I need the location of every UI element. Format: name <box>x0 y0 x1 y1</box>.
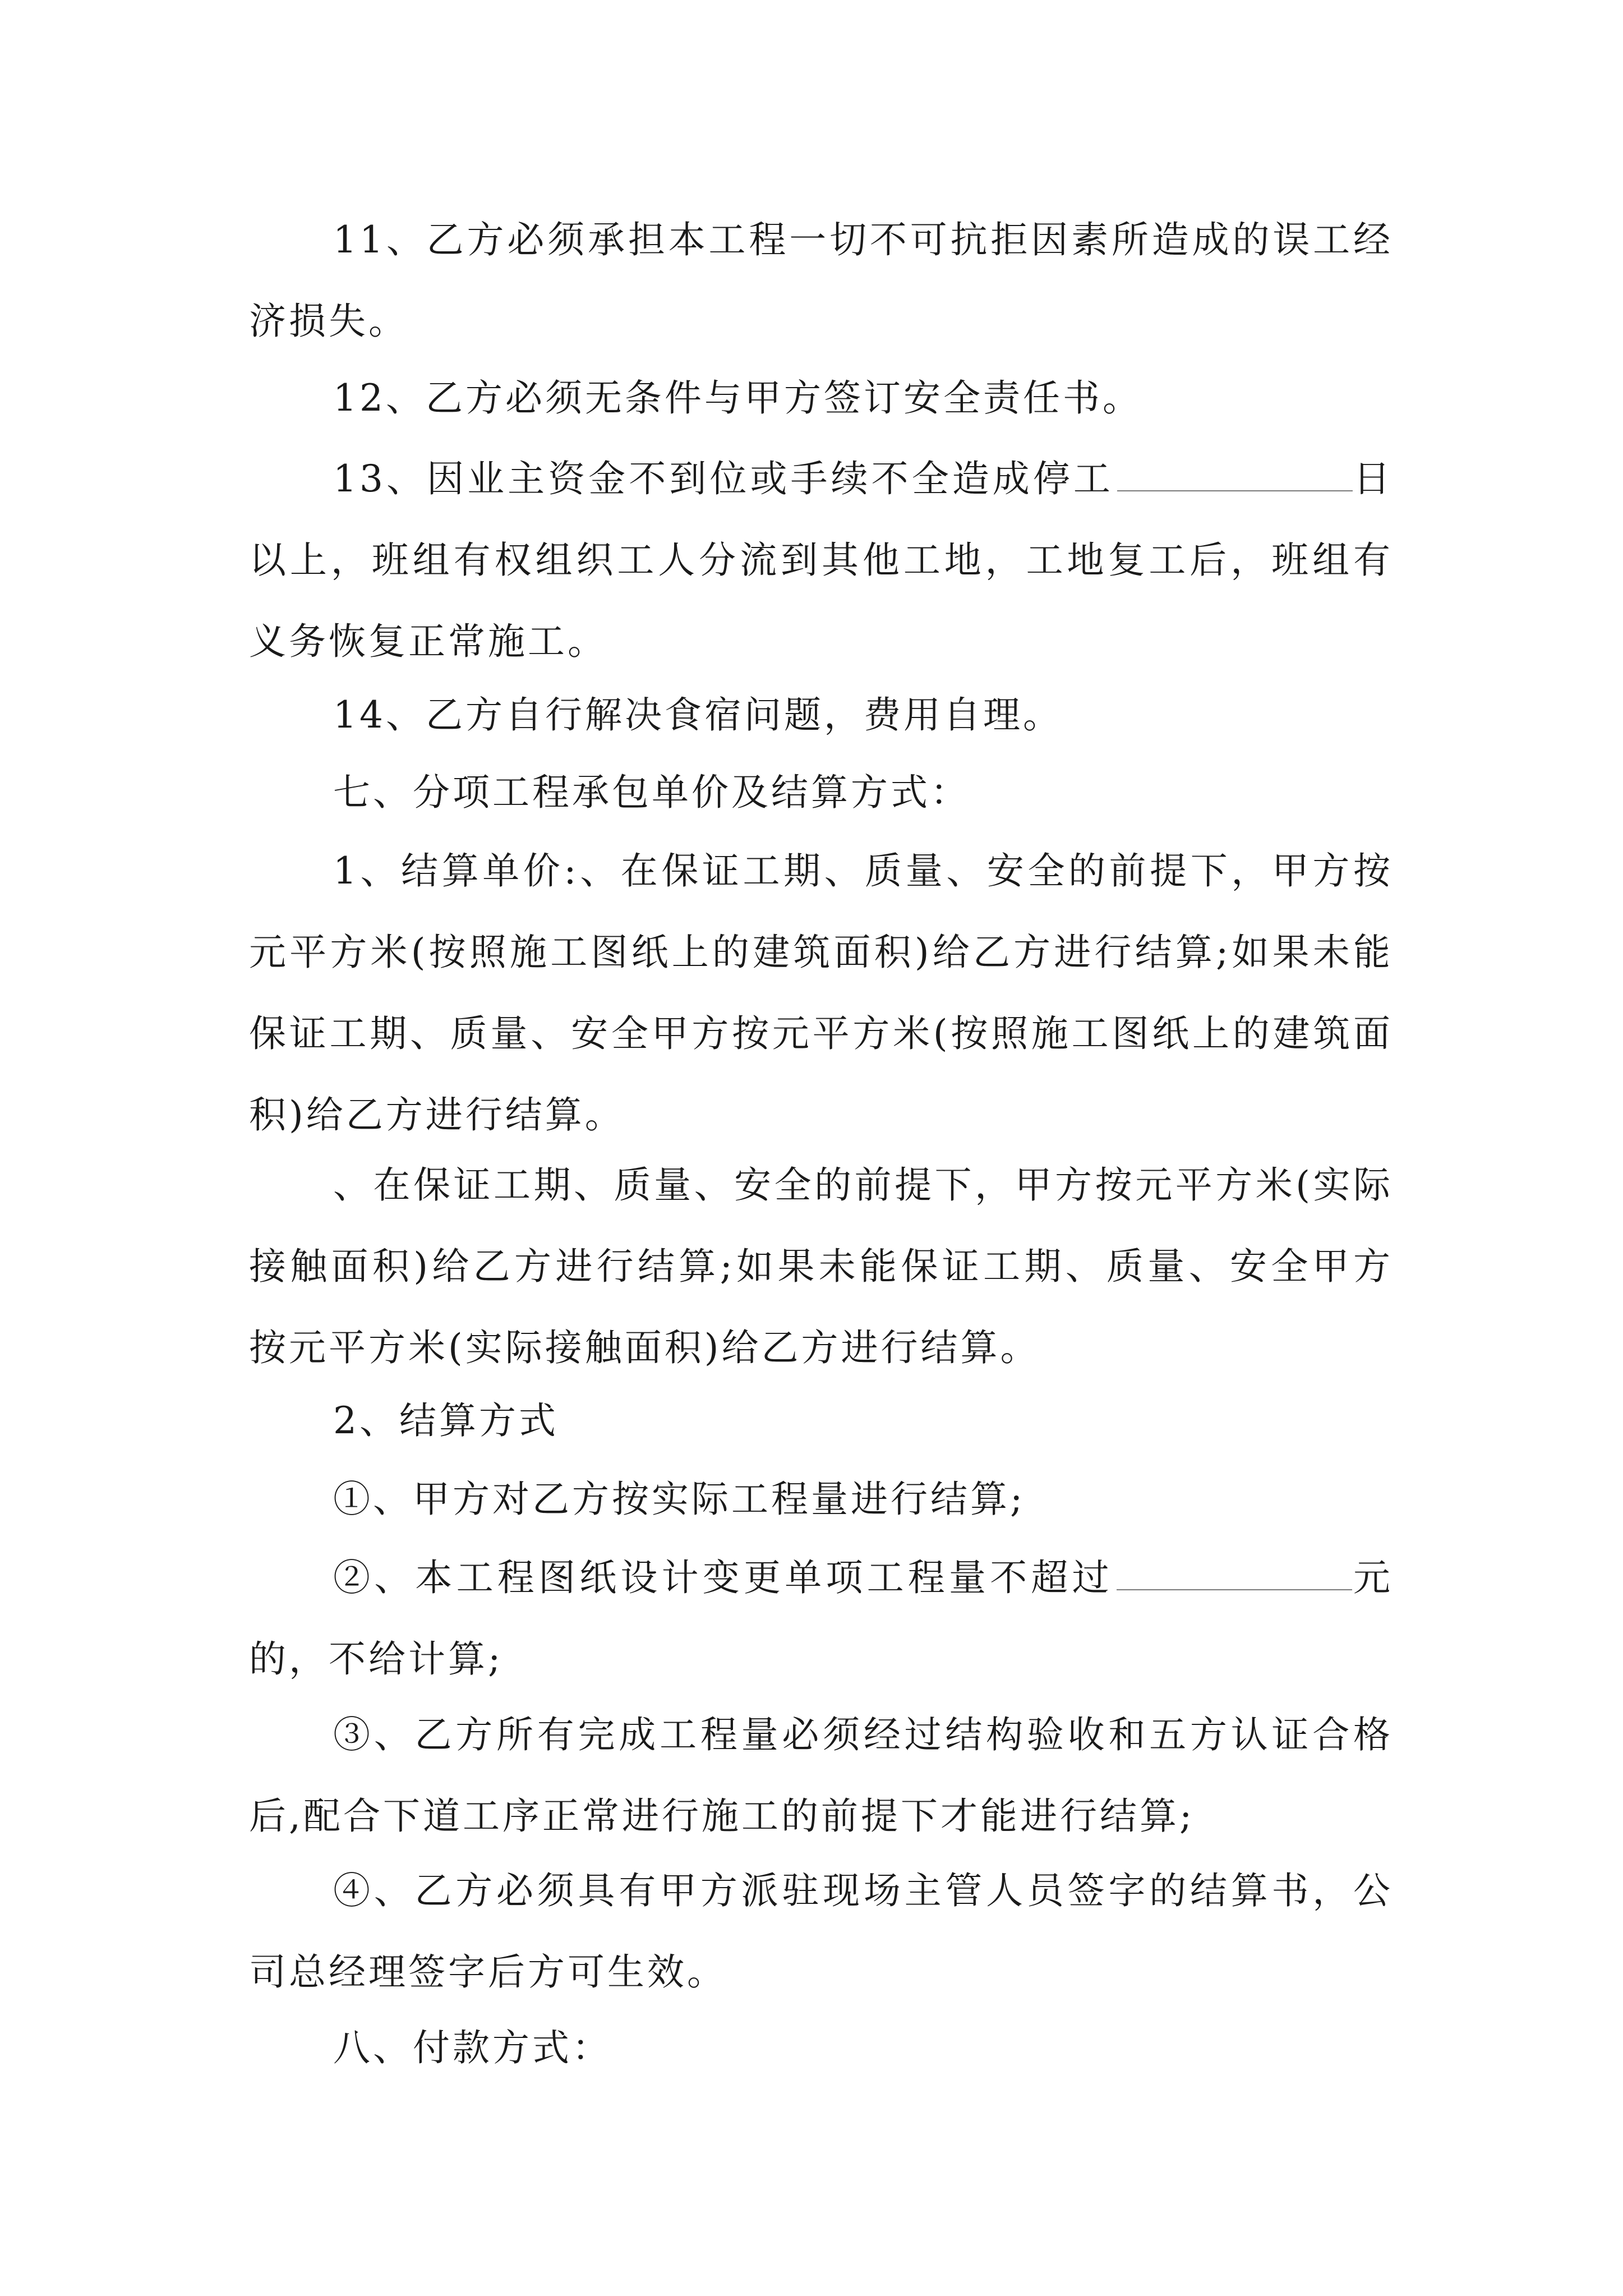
fill-in-blank-days <box>1117 457 1353 491</box>
paragraph-settlement-price-b <box>249 1144 1393 1388</box>
paragraph-settlement-price-b-text: 、在保证工期、质量、安全的前提下，甲方按元平方米(实际接触面积)给乙方进行结算;如果未能保证工期、质量、安全甲方按元平方米(实际接触面积)给乙方进行结算。 <box>249 1163 1393 1369</box>
clause-3 <box>249 1694 1393 1857</box>
paragraph-14-text: 14、乙方自行解决食宿问题，费用自理。 <box>333 693 1063 737</box>
clause-2 <box>249 1537 1393 1700</box>
fill-in-blank-amount <box>1117 1556 1352 1590</box>
paragraph-12 <box>249 357 1393 439</box>
paragraph-11-text: 11、乙方必须承担本工程一切不可抗拒因素所造成的误工经济损失。 <box>249 218 1393 343</box>
section-heading-8-text: 八、付款方式： <box>333 2026 612 2069</box>
paragraph-settlement-price <box>249 830 1393 1156</box>
section-heading-7 <box>249 752 1393 833</box>
paragraph-settlement-method-text: 2、结算方式 <box>333 1399 559 1442</box>
clause-4-text: ④、乙方必须具有甲方派驻现场主管人员签字的结算书，公司总经理签字后方可生效。 <box>249 1869 1393 1994</box>
clause-4 <box>249 1850 1393 2013</box>
section-heading-7-text: 七、分项工程承包单价及结算方式： <box>333 771 970 814</box>
clause-3-text: ③、乙方所有完成工程量必须经过结构验收和五方认证合格后,配合下道工序正常进行施工的前提下才能进行结算; <box>249 1713 1393 1838</box>
clause-2-text-a: ②、本工程图纸设计变更单项工程量不超过 <box>333 1556 1113 1599</box>
clause-1 <box>249 1458 1393 1540</box>
paragraph-settlement-price-text: 1、结算单价:、在保证工期、质量、安全的前提下，甲方按元平方米(按照施工图纸上的建筑面积)给乙方进行结算;如果未能保证工期、质量、安全甲方按元平方米(按照施工图纸上的建筑面积)给乙方进行结算。 <box>249 849 1393 1137</box>
paragraph-12-text: 12、乙方必须无条件与甲方签订安全责任书。 <box>333 376 1142 420</box>
clause-2-text-b: 元的，不给计算; <box>249 1556 1394 1681</box>
paragraph-13 <box>249 438 1393 682</box>
paragraph-13-text-b: 日以上，班组有权组织工人分流到其他工地，工地复工后，班组有义务恢复正常施工。 <box>249 457 1394 663</box>
section-heading-8 <box>249 2007 1393 2088</box>
paragraph-settlement-method <box>249 1380 1393 1461</box>
paragraph-14 <box>249 674 1393 756</box>
clause-1-text: ①、甲方对乙方按实际工程量进行结算; <box>333 1478 1026 1521</box>
paragraph-13-text-a: 13、因业主资金不到位或手续不全造成停工 <box>333 457 1114 500</box>
paragraph-11 <box>249 199 1393 362</box>
